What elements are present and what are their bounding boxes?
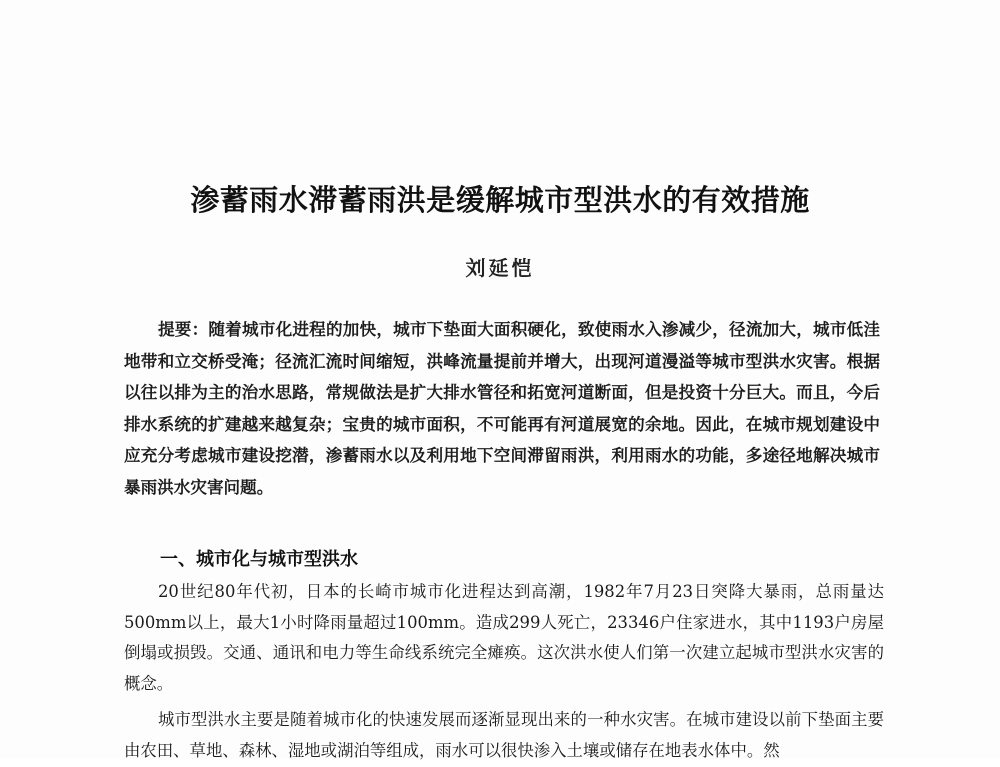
section-heading: 一、城市化与城市型洪水	[160, 549, 358, 570]
body-text	[124, 577, 884, 767]
abstract-text: 随着城市化进程的加快，城市下垫面大面积硬化，致使雨水入渗减少，径流加大，城市低洼地带和立交桥受淹；径流汇流时间缩短，洪峰流量提前并增大，出现河道漫溢等城市型洪水灾害。根据以往以排为主的治水思路，常规做法是扩大排水管径和拓宽河道断面，但是投资十分巨大。而且，今后排水系统的扩建越来越复杂；宝贵的城市面积，不可能再有河道展宽的余地。因此，在城市规划建设中应充分考虑城市建设挖潜，渗蓄雨水以及利用地下空间滞留雨洪，利用雨水的功能，多途径地解决城市暴雨洪水灾害问题。	[124, 320, 881, 497]
paper-title: 渗蓄雨水滞蓄雨洪是缓解城市型洪水的有效措施	[190, 183, 810, 217]
body-paragraph: 城市型洪水主要是随着城市化的快速发展而逐渐显现出来的一种水灾害。在城市建设以前下垫面主要由农田、草地、森林、湿地或湖泊等组成，雨水可以很快渗入土壤或储存在地表水体中。然	[124, 710, 884, 760]
paper-author: 刘延恺	[465, 256, 535, 280]
abstract	[124, 314, 880, 504]
body-paragraph: 20世纪80年代初，日本的长崎市城市化进程达到高潮，1982年7月23日突降大暴雨，总雨量达500mm以上，最大1小时降雨量超过100mm。造成299人死亡，23346户住家进水，其中1193户房屋倒塌或损毁。交通、通讯和电力等生命线系统完全瘫痪。这次洪水使人们第一次建立起城市型洪水灾害的概念。	[124, 582, 884, 693]
abstract-label: 提要：	[158, 320, 209, 339]
